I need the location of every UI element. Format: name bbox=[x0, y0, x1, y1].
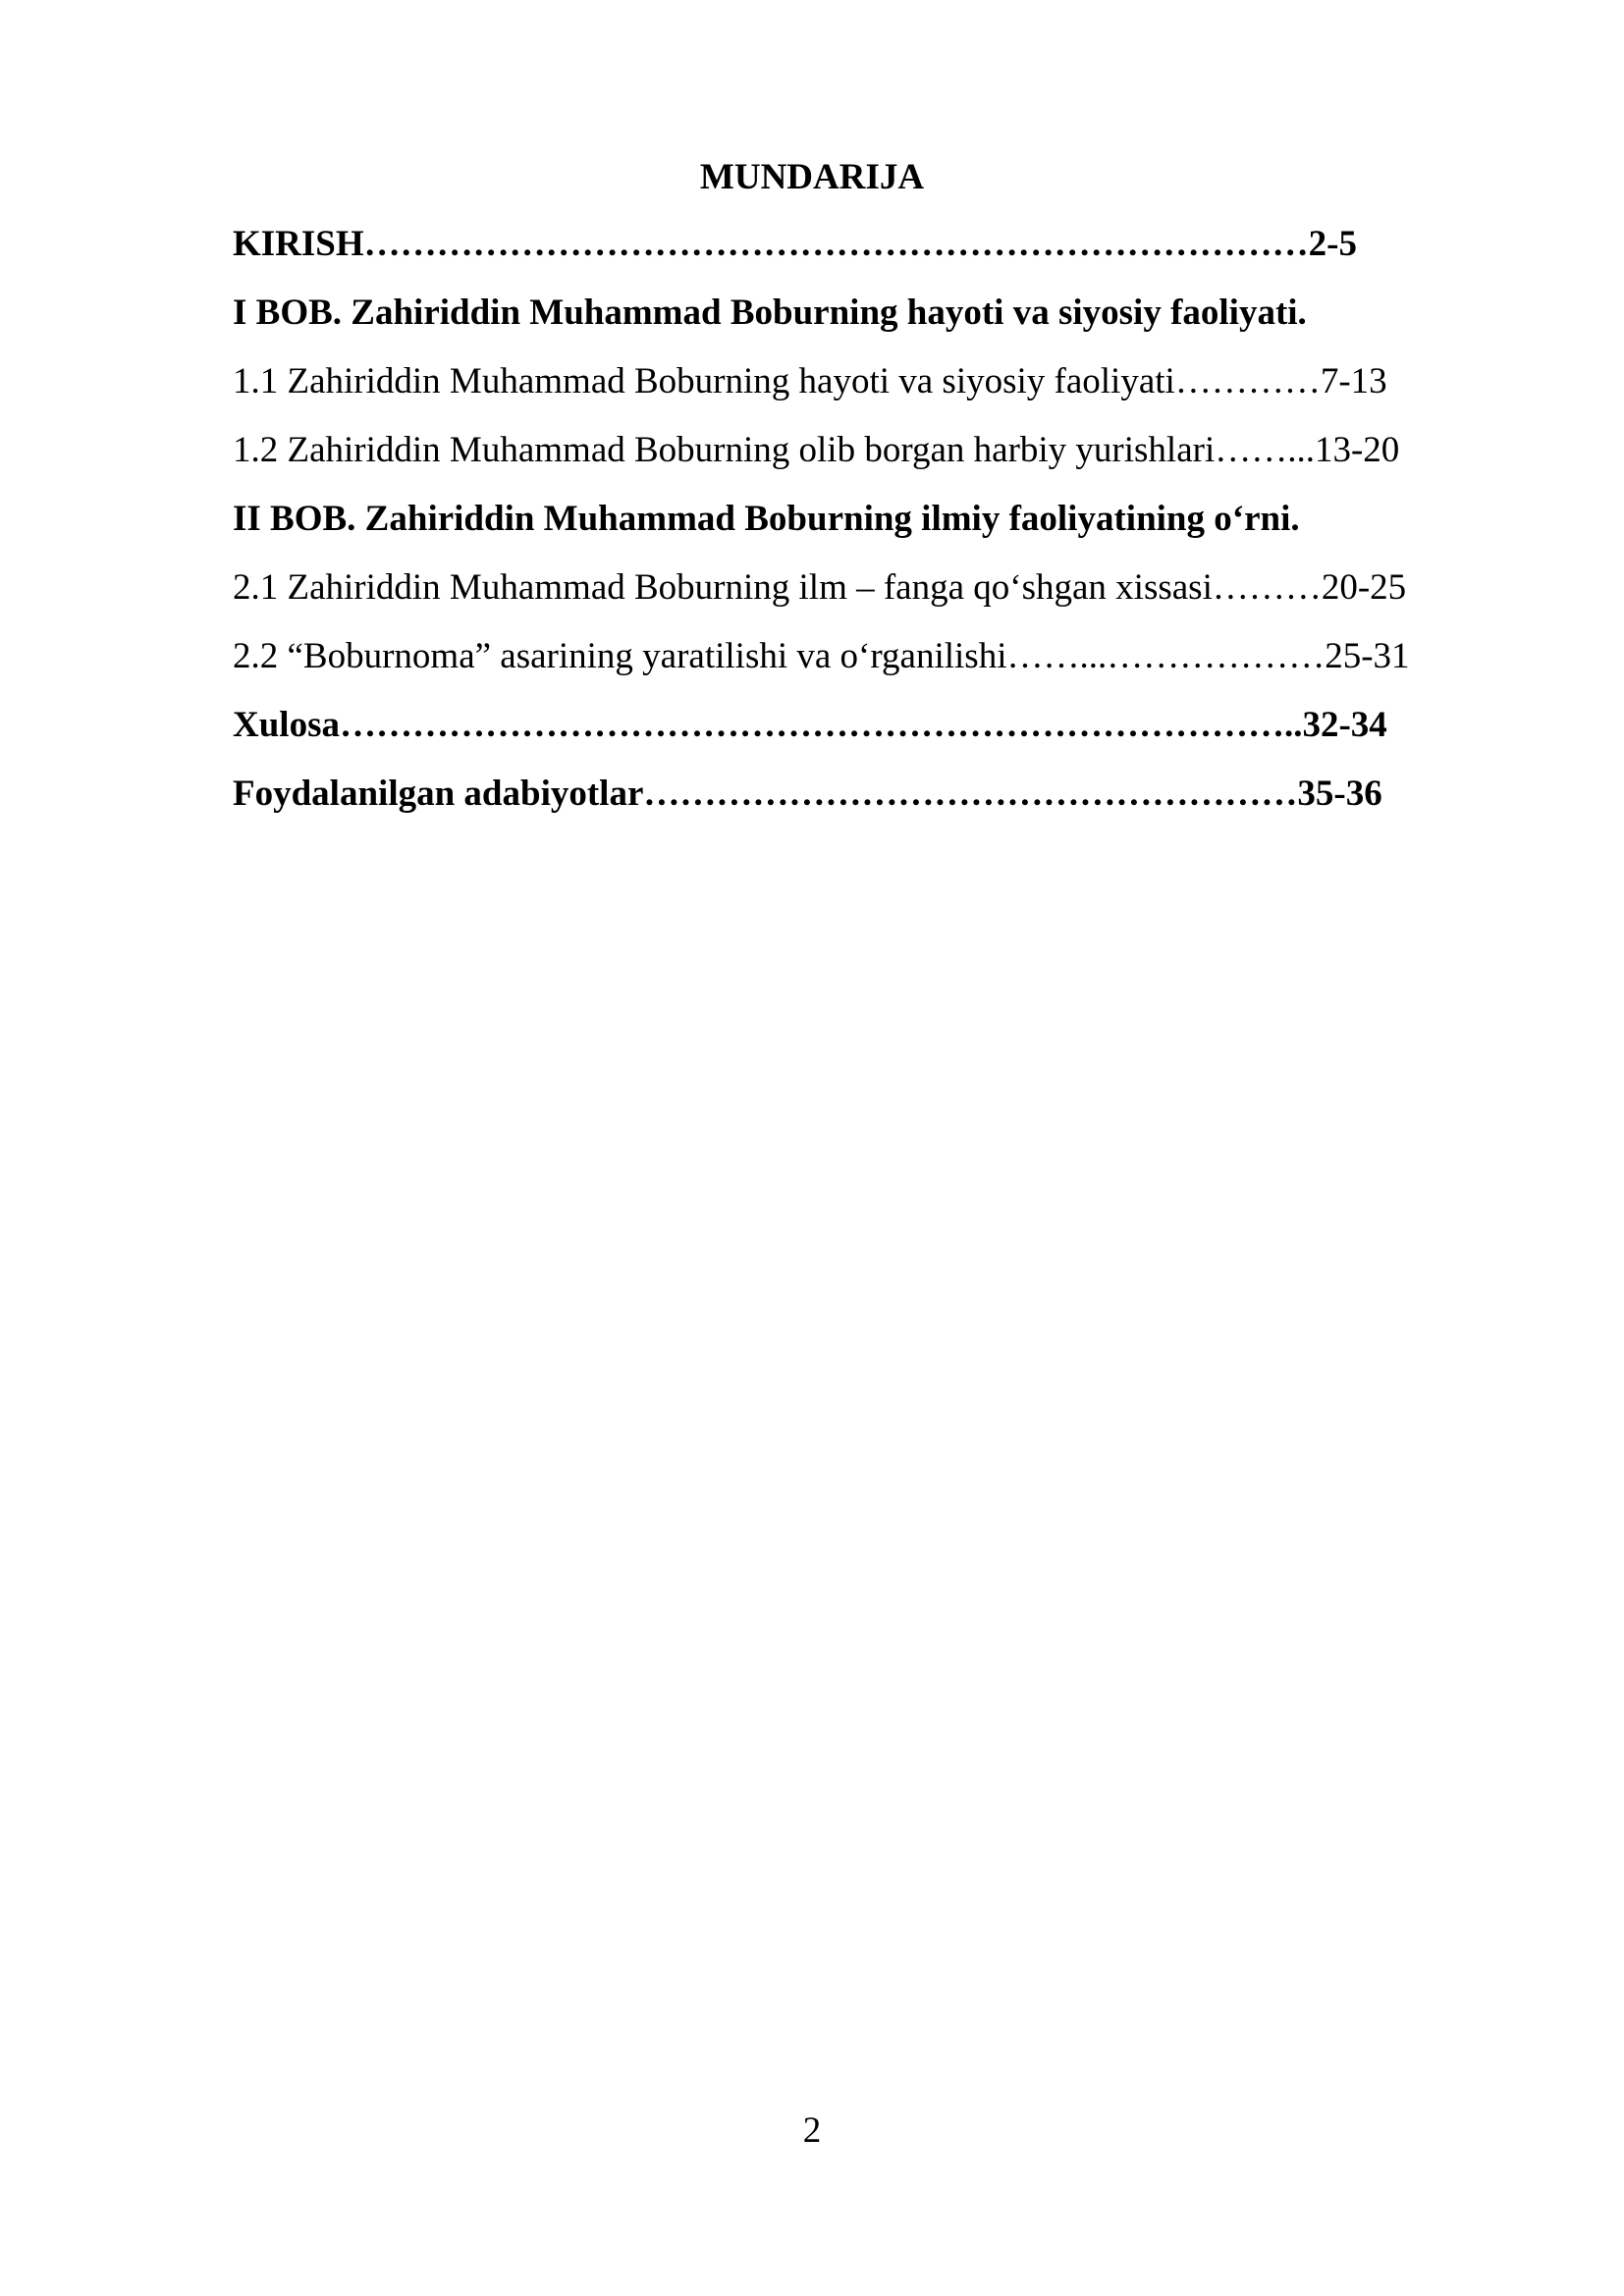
toc-entry-section-2-1: 2.1 Zahiriddin Muhammad Boburning ilm – fanga qo‘shgan xissasi………20-25 bbox=[233, 567, 1407, 608]
toc-entry-chapter-2: II BOB. Zahiriddin Muhammad Boburning ilmiy faoliyatining o‘rni. bbox=[233, 499, 1300, 539]
toc-entry-chapter-1: I BOB. Zahiriddin Muhammad Boburning hayoti va siyosiy faoliyati. bbox=[233, 293, 1307, 333]
toc-entry-adabiyotlar: Foydalanilgan adabiyotlar………………………………………………35-36 bbox=[233, 774, 1382, 814]
toc-entry-section-1-2: 1.2 Zahiriddin Muhammad Boburning olib borgan harbiy yurishlari……...13-20 bbox=[233, 430, 1400, 470]
toc-title: MUNDARIJA bbox=[699, 157, 925, 197]
page-number: 2 bbox=[802, 2110, 822, 2151]
toc-entry-section-1-1: 1.1 Zahiriddin Muhammad Boburning hayoti va siyosiy faoliyati…………7-13 bbox=[233, 361, 1387, 401]
toc-entry-kirish: KIRISH……………………………………………………………………2-5 bbox=[233, 224, 1357, 264]
toc-entry-section-2-2: 2.2 “Boburnoma” asarining yaratilishi va o‘rganilishi……...………………25-31 bbox=[233, 636, 1410, 676]
toc-entry-xulosa: Xulosa……………………………………………………………………..32-34 bbox=[233, 705, 1387, 745]
